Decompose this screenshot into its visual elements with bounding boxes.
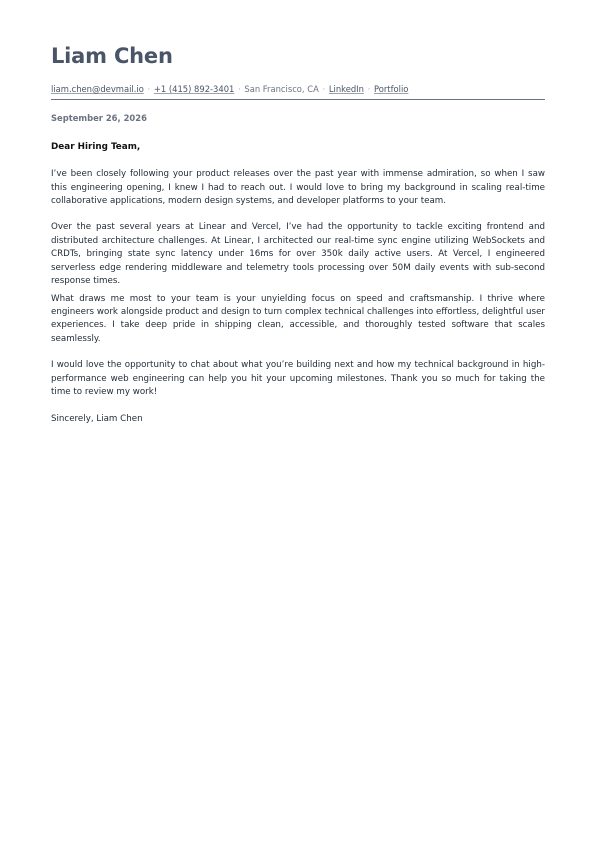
body-paragraph-4: I would love the opportunity to chat about what you’re building next and how my technical background in high-performance web engineering can help you hit your upcoming milestones. Thank you so much for taking the time to review my work! [51, 360, 545, 397]
letter-date: September 26, 2026 [51, 113, 147, 124]
location-text: San Francisco, CA [244, 84, 319, 95]
body-paragraph-3: What draws me most to your team is your unyielding focus on speed and craftsmanship. I thrive where engineers work alongside product and design to turn complex technical challenges into effortless, delightful user experiences. I take deep pride in shipping clean, accessible, and thoroughly tested software that scales seamlessly. [51, 293, 545, 344]
linkedin-link[interactable]: LinkedIn [328, 84, 364, 95]
phone-link[interactable]: +1 (415) 892-3401 [153, 84, 235, 95]
contact-line [51, 84, 545, 94]
header-divider [51, 99, 545, 100]
separator: · [238, 84, 241, 95]
portfolio-link[interactable]: Portfolio [373, 84, 409, 95]
applicant-name: Liam Chen [51, 44, 173, 68]
separator: · [147, 84, 151, 95]
cover-letter-page [51, 44, 545, 424]
closing-signature: Sincerely, Liam Chen [51, 414, 143, 425]
email-link[interactable]: liam.chen@devmail.io [51, 84, 144, 95]
separator: · [367, 84, 371, 95]
salutation: Dear Hiring Team, [51, 142, 141, 153]
separator: · [322, 84, 326, 95]
body-paragraph-1: I’ve been closely following your product releases over the past year with immense admiration, so when I saw this engineering opening, I knew I had to reach out. I would love to bring my background in scaling real-time collaborative applications, modern design systems, and developer platforms to your team. [51, 169, 545, 207]
body-paragraph-2: Over the past several years at Linear and Vercel, I’ve had the opportunity to tackle exciting frontend and distributed architecture challenges. At Linear, I architected our real-time sync engine utilizing WebSockets and CRDTs, bringing state sync latency under 16ms for over 350k daily active users. At Vercel, I engineered serverless edge rendering middleware and telemetry tools processing over 50M daily events with sub-second response times. [51, 222, 545, 287]
